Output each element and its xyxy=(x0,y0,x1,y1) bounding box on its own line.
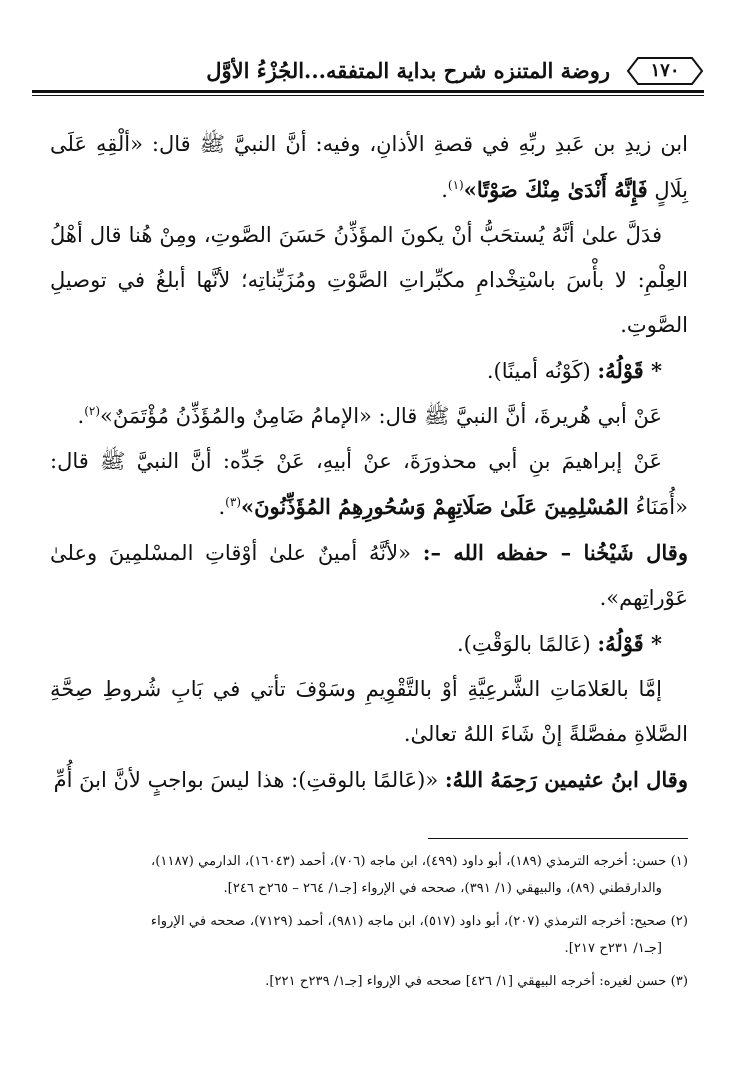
footnote-ref-1[interactable]: (١) xyxy=(447,178,464,192)
q1-label: * قَوْلُهُ: xyxy=(597,358,662,383)
p1-line1: ابن زيدِ بن عَبدِ ربِّهِ في قصةِ الأذانِ، وفيه: أنَّ النبيَّ ﷺ قال: «ألْقِهِ عَلَى بِلَالٍ xyxy=(50,132,688,202)
footnotes xyxy=(50,848,688,1001)
paragraph-3 xyxy=(50,394,688,439)
p1-end: . xyxy=(441,178,448,202)
footnote-separator xyxy=(428,838,688,839)
footnote-3 xyxy=(50,968,688,995)
footnote-1-line1: (١) حسن: أخرجه الترمذي (١٨٩)، أبو داود (٤٩٩)، ابن ماجه (٧٠٦)، أحمد (١٦٠٤٣)، الدارمي (١١٨٧)، xyxy=(151,854,688,869)
footnote-ref-2[interactable]: (٢) xyxy=(84,404,101,418)
p3-text: عَنْ أبي هُريرةَ، أنَّ النبيَّ ﷺ قال: «الإمامُ ضَامِنٌ والمُؤَذِّنُ مُؤْتَمَنٌ» xyxy=(100,404,662,428)
paragraph-1 xyxy=(50,122,688,213)
quote-heading-1 xyxy=(50,348,688,394)
header-rule-thin xyxy=(32,95,704,96)
footnote-3-line1: (٣) حسن لغيره: أخرجه البيهقي [١/ ٤٢٦] صححه في الإرواء [جـ١/ ٢٣٩ح ٢٢١]. xyxy=(265,974,688,989)
footnote-1-line2: والدارقطني (٨٩)، والبيهقي (١/ ٣٩١)، صححه في الإرواء [جـ١/ ٢٦٤ – ٢٦٥ح ٢٤٦]. xyxy=(223,881,662,896)
footnote-2 xyxy=(50,908,688,962)
paragraph-5 xyxy=(50,530,688,621)
paragraph-4 xyxy=(50,439,688,530)
footnote-2-line1: (٢) صحيح: أخرجه الترمذي (٢٠٧)، أبو داود (٥١٧)، ابن ماجه (٩٨١)، أحمد (٧١٢٩)، صححه في الإرواء xyxy=(150,914,688,929)
running-title: روضة المتنزه شرح بداية المتفقه...الجُزْءُ الأوَّل xyxy=(206,58,610,83)
p7-text: «(عَالمًا بالوقتِ): هذا ليسَ بواجبٍ لأنَّ ابنَ أُمِّ xyxy=(53,768,445,792)
p4-line1: عَنْ إبراهيمَ بنِ أبي محذورَةَ، عنْ أبيهِ، عَنْ جَدِّه: أنَّ النبيَّ ﷺ قال: «أُمَنَاءُ xyxy=(50,449,688,519)
paragraph-2: فدَلَّ علىٰ أنَّهُ يُستحَبُّ أنْ يكونَ المؤَذِّنُ حَسَنَ الصَّوتِ، ومِنْ هُنا قال أهْلُ العِلْمِ: لا بأْسَ باسْتِخْدامِ مكبِّراتِ الصَّوْتِ ومُزَيِّناتِه؛ لأنَّها أبلغُ في توصيلِ الصَّوتِ. xyxy=(50,223,688,337)
page-header xyxy=(32,52,704,96)
q2-label: * قَوْلُهُ: xyxy=(597,631,662,656)
p4-line2: المُسْلِمِينَ عَلَىٰ صَلَاتِهِمْ وَسُحُورِهِمُ المُؤَذِّنُونَ» xyxy=(241,494,629,519)
p5-label: وقال شَيْخُنا – حفظه الله –: xyxy=(422,540,688,565)
p7-label: وقال ابنُ عثيمين رَحِمَهُ اللهُ: xyxy=(444,767,688,792)
page-number-badge xyxy=(626,56,704,86)
page-number: ١٧٠ xyxy=(650,60,680,81)
p3-end: . xyxy=(77,404,85,428)
header-rule xyxy=(32,90,704,93)
main-text xyxy=(50,122,688,803)
footnote-2-line2: [جـ١/ ٢٣١ح ٢١٧]. xyxy=(564,941,662,956)
p4-end: . xyxy=(218,495,226,519)
p1-line2: فَإِنَّهُ أَنْدَىٰ مِنْكَ صَوْتًا» xyxy=(463,177,648,202)
footnote-1 xyxy=(50,848,688,902)
paragraph-6: إمَّا بالعَلامَاتِ الشَّرعِيَّةِ أوْ بالتَّقْوِيمِ وسَوْفَ تأتي في بَابِ شُروطِ صِحَّةِ الصَّلاةِ مفصَّلةً إنْ شَاءَ اللهُ تعالىٰ. xyxy=(50,677,688,746)
p5-text: «لأنَّهُ أمينٌ علىٰ أوْقاتِ المسْلمِينَ وعلىٰ عَوْراتِهم». xyxy=(50,541,688,610)
footnote-ref-3[interactable]: (٣) xyxy=(225,495,241,509)
paragraph-7 xyxy=(50,757,688,803)
quote-heading-2 xyxy=(50,621,688,667)
q2-text: (عَالمًا بالوَقْتِ). xyxy=(456,632,598,656)
q1-text: (كَوْنُه أمينًا). xyxy=(486,359,598,383)
